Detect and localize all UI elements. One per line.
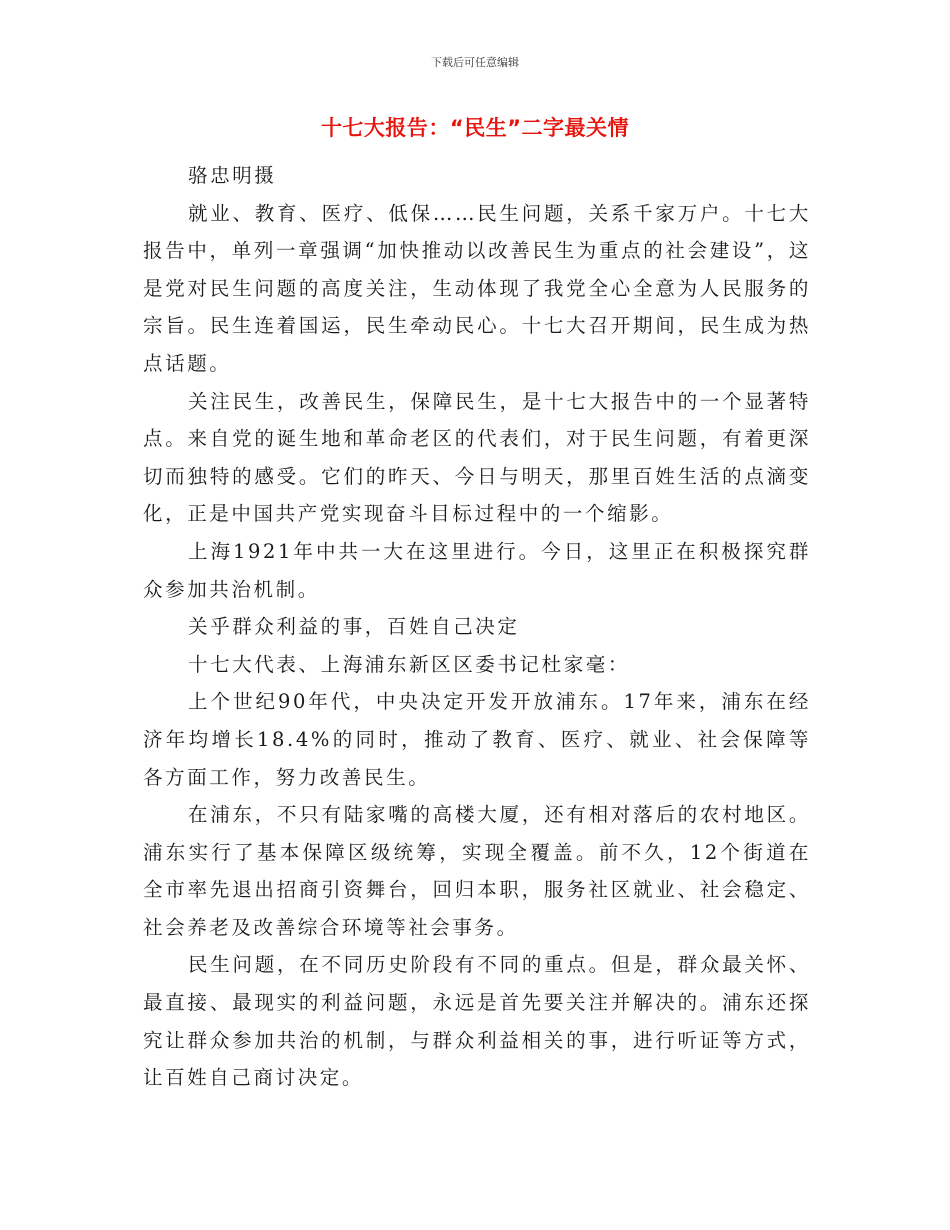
photo-credit: 骆忠明摄 (188, 164, 277, 187)
body-paragraph: 上个世纪90年代，中央决定开发开放浦东。17年来，浦东在经济年均增长18.4%的同时，推动了教育、医疗、就业、社会保障等各方面工作，努力改善民生。 (143, 690, 811, 789)
header-note: 下载后可任意编辑 (431, 56, 519, 69)
body-paragraph: 就业、教育、医疗、低保……民生问题，关系千家万户。十七大报告中，单列一章强调“加快推动以改善民生为重点的社会建设”，这是党对民生问题的高度关注，生动体现了我党全心全意为人民服务的宗旨。民生连着国运，民生牵动民心。十七大召开期间，民生成为热点话题。 (143, 201, 811, 375)
speaker-line: 十七大代表、上海浦东新区区委书记杜家毫： (188, 652, 631, 676)
document-title: 十七大报告：“民生”二字最关情 (320, 116, 630, 140)
section-heading: 关乎群众利益的事，百姓自己决定 (188, 615, 520, 639)
body-paragraph: 关注民生，改善民生，保障民生，是十七大报告中的一个显著特点。来自党的诞生地和革命老区的代表们，对于民生问题，有着更深切而独特的感受。它们的昨天、今日与明天，那里百姓生活的点滴变化，正是中国共产党实现奋斗目标过程中的一个缩影。 (143, 389, 811, 526)
body-paragraph: 在浦东，不只有陆家嘴的高楼大厦，还有相对落后的农村地区。浦东实行了基本保障区级统筹，实现全覆盖。前不久，12个街道在全市率先退出招商引资舞台，回归本职，服务社区就业、社会稳定、社会养老及改善综合环境等社会事务。 (143, 803, 811, 939)
body-paragraph: 上海1921年中共一大在这里进行。今日，这里正在积极探究群众参加共治机制。 (143, 539, 811, 601)
body-paragraph: 民生问题，在不同历史阶段有不同的重点。但是，群众最关怀、最直接、最现实的利益问题，永远是首先要关注并解决的。浦东还探究让群众参加共治的机制，与群众利益相关的事，进行听证等方式，让百姓自己商讨决定。 (143, 953, 811, 1090)
document-body (143, 157, 811, 1097)
